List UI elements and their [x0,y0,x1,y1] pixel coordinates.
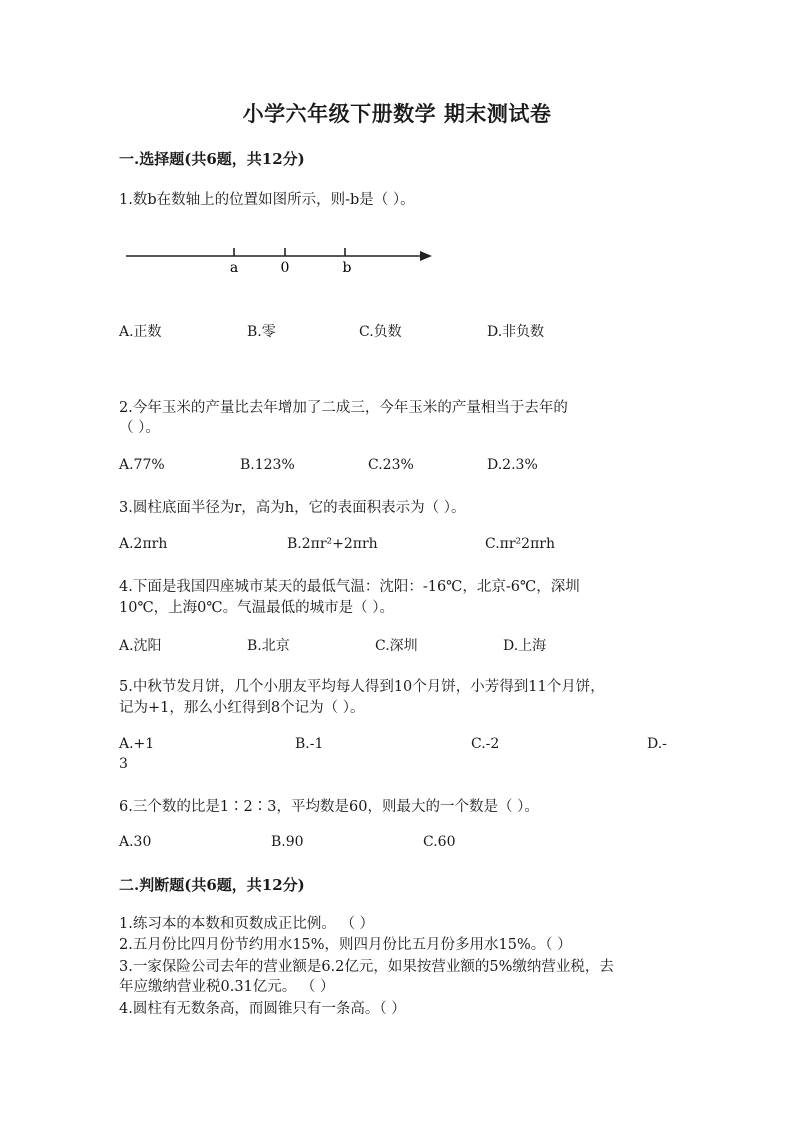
question-6-text: 6.三个数的比是1∶2∶3，平均数是60，则最大的一个数是（ ）。 [119,799,539,815]
q3-option-b: B.2πr²+2πrh [287,536,378,552]
tick-label-a: a [229,260,239,276]
q3-option-c: C.πr²2πrh [485,536,555,552]
judgement-item: 2.五月份比四月份节约用水15%，则四月份比五月份多用水15%。（ ） [119,937,572,953]
q6-option-c: C.60 [423,834,456,850]
question-5-line1: 5.中秋节发月饼，几个小朋友平均每人得到10个月饼，小芳得到11个月饼， [119,679,605,695]
question-4-line1: 4.下面是我国四座城市某天的最低气温：沈阳：-16℃，北京-6℃，深圳 [119,579,580,595]
question-3-text: 3.圆柱底面半径为r，高为h，它的表面积表示为（ ）。 [119,500,466,516]
question-1-text: 1.数b在数轴上的位置如图所示，则-b是（ ）。 [119,192,415,208]
q1-option-d: D.非负数 [487,324,545,340]
q2-option-d: D.2.3% [487,457,538,473]
q4-option-a: A.沈阳 [119,638,162,654]
question-5-line2: 记为+1，那么小红得到8个记为（ ）。 [119,700,365,716]
q5-option-d: D.- [647,736,667,752]
q1-option-b: B.零 [247,324,276,340]
q2-option-c: C.23% [368,457,414,473]
q1-option-a: A.正数 [119,324,162,340]
tick-label-b: b [342,260,352,276]
q2-option-a: A.77% [119,457,165,473]
q3-option-a: A.2πrh [119,536,168,552]
judgement-item: 1.练习本的本数和页数成正比例。 （ ） [119,916,375,932]
q4-option-c: C.深圳 [375,638,418,654]
q6-option-a: A.30 [119,834,152,850]
number-line-figure [120,236,440,276]
q5-option-a: A.+1 [119,736,155,752]
question-4-line2: 10℃，上海0℃。气温最低的城市是（ ）。 [119,600,394,616]
tick-label-0: 0 [280,260,290,276]
q4-option-d: D.上海 [503,638,547,654]
section-heading-judgement: 二.判断题(共6题，共12分) [119,876,305,894]
q6-option-b: B.90 [271,834,304,850]
question-2-line2: （ ）。 [119,420,160,436]
q5-option-d-wrap: 3 [119,756,128,772]
q4-option-b: B.北京 [247,638,290,654]
q5-option-b: B.-1 [295,736,324,752]
number-line-arrow [420,251,432,261]
question-2-line1: 2.今年玉米的产量比去年增加了二成三，今年玉米的产量相当于去年的 [119,400,568,416]
section-heading-choice: 一.选择题(共6题，共12分) [119,150,305,168]
page-title: 小学六年级下册数学 期末测试卷 [242,101,552,126]
q5-option-c: C.-2 [471,736,500,752]
q2-option-b: B.123% [240,457,295,473]
judgement-item: 4.圆柱有无数条高，而圆锥只有一条高。（ ） [119,1001,406,1017]
judgement-item: 3.一家保险公司去年的营业额是6.2亿元，如果按营业额的5%缴纳营业税，去 [119,959,614,975]
q1-option-c: C.负数 [359,324,402,340]
judgement-item: 年应缴纳营业税0.31亿元。 （ ） [119,979,335,995]
